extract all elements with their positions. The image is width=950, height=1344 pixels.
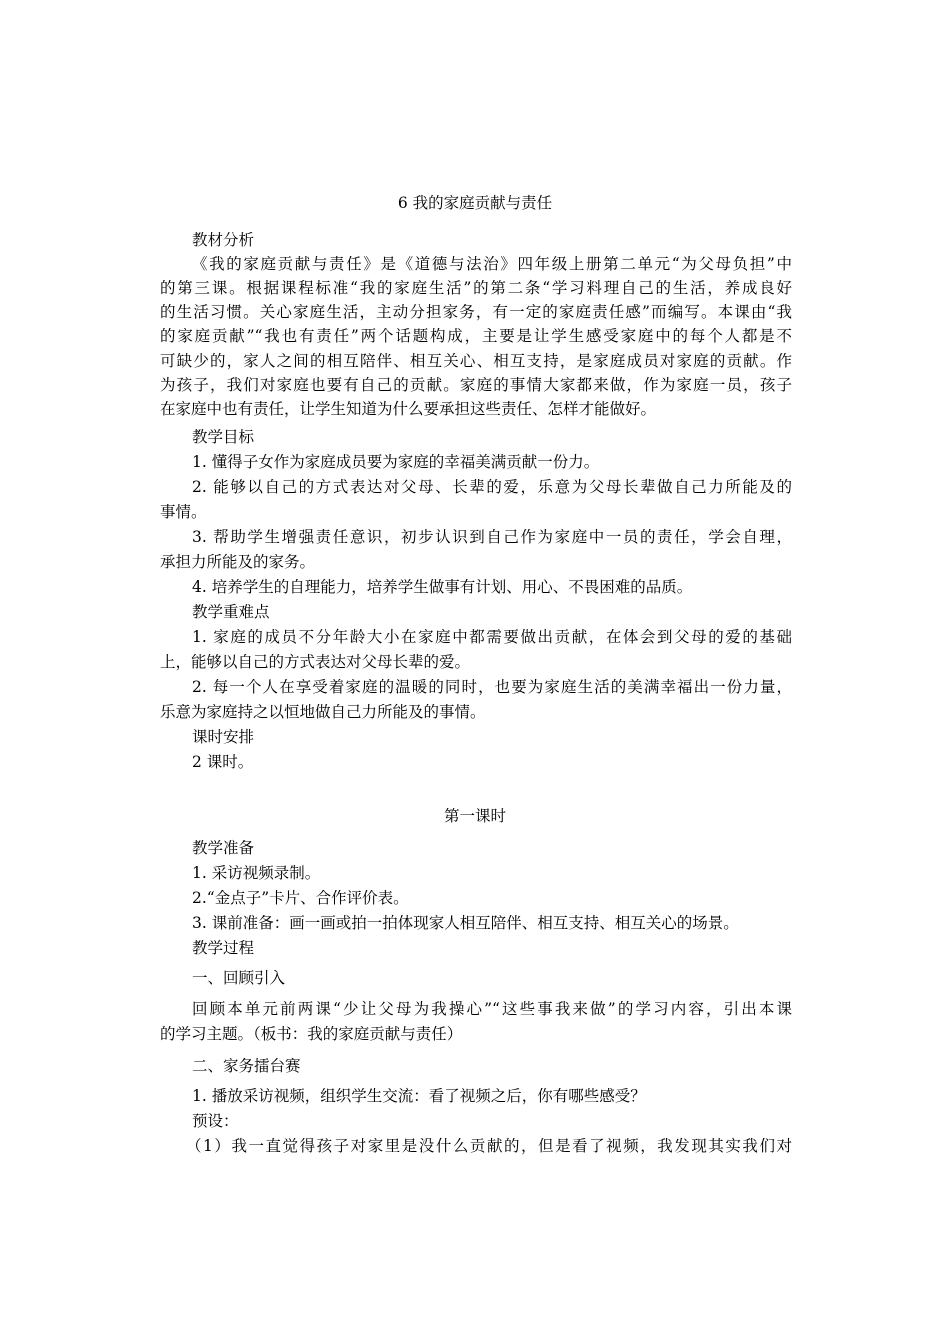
- heading-process: 教学过程: [192, 939, 255, 957]
- schedule-text: 2 课时。: [192, 753, 254, 771]
- paragraph-line: 在家庭中也有责任，让学生知道为什么要承担这些责任、怎样才能做好。: [160, 400, 657, 418]
- goal-item: 2. 能够以自己的方式表达对父母、长辈的爱，乐意为父母长辈做自己力所能及的: [192, 478, 792, 496]
- heading-key: 教学重难点: [192, 603, 270, 621]
- goal-item-cont: 承担力所能及的家务。: [160, 553, 316, 571]
- prep-item: 1. 采访视频录制。: [192, 864, 321, 882]
- key-item: 2. 每一个人在享受着家庭的温暖的同时，也要为家庭生活的美满幸福出一份力量，: [192, 678, 792, 696]
- prep-item: 3. 课前准备：画一画或拍一拍体现家人相互陪伴、相互支持、相互关心的场景。: [192, 914, 739, 932]
- heading-analysis: 教材分析: [192, 231, 255, 249]
- paragraph-line: 可缺少的，家人之间的相互陪伴、相互关心、相互支持，是家庭成员对家庭的贡献。作: [160, 352, 792, 370]
- prep-item: 2.“金点子”卡片、合作评价表。: [192, 889, 409, 907]
- heading-step1: 一、回顾引入: [192, 969, 286, 987]
- paragraph-line: 为孩子，我们对家庭也要有自己的贡献。家庭的事情大家都来做，作为家庭一员，孩子: [160, 376, 792, 394]
- goal-item: 4. 培养学生的自理能力，培养学生做事有计划、用心、不畏困难的品质。: [192, 578, 693, 596]
- paragraph-line: 的第三课。根据课程标准“我的家庭生活”的第二条“学习料理自己的生活，养成良好: [160, 279, 792, 297]
- step2-preset: 预设：: [192, 1112, 239, 1130]
- heading-prep: 教学准备: [192, 839, 255, 857]
- heading-schedule: 课时安排: [192, 728, 255, 746]
- lesson-heading: 第一课时: [443, 807, 506, 825]
- key-item-cont: 上，能够以自己的方式表达对父母长辈的爱。: [160, 653, 471, 671]
- key-item: 1. 家庭的成员不分年龄大小在家庭中都需要做出贡献，在体会到父母的爱的基础: [192, 628, 792, 646]
- heading-goals: 教学目标: [192, 428, 255, 446]
- goal-item-cont: 事情。: [160, 503, 207, 521]
- goal-item: 1. 懂得子女作为家庭成员要为家庭的幸福美满贡献一份力。: [192, 453, 600, 471]
- key-item-cont: 乐意为家庭持之以恒地做自己力所能及的事情。: [160, 703, 486, 721]
- step1-paragraph: 回顾本单元前两课“少让父母为我操心”“这些事我来做”的学习内容，引出本课: [192, 1000, 792, 1018]
- step2-item: 1. 播放采访视频，组织学生交流：看了视频之后，你有哪些感受？: [192, 1087, 646, 1105]
- paragraph-line: 的生活习惯。关心家庭生活，主动分担家务，有一定的家庭责任感”而编写。本课由“我: [160, 303, 792, 321]
- heading-step2: 二、家务擂台赛: [192, 1057, 301, 1075]
- goal-item: 3. 帮助学生增强责任意识，初步认识到自己作为家庭中一员的责任，学会自理，: [192, 528, 792, 546]
- paragraph-line: 的家庭贡献”“我也有责任”两个话题构成，主要是让学生感受家庭中的每个人都是不: [160, 327, 792, 345]
- doc-title: 6 我的家庭贡献与责任: [397, 194, 553, 212]
- paragraph-line: 《我的家庭贡献与责任》是《道德与法治》四年级上册第二单元“为父母负担”中: [192, 255, 792, 273]
- step1-paragraph-cont: 的学习主题。（板书：我的家庭贡献与责任）: [160, 1025, 463, 1043]
- step2-item: （1）我一直觉得孩子对家里是没什么贡献的，但是看了视频，我发现其实我们对: [186, 1137, 792, 1155]
